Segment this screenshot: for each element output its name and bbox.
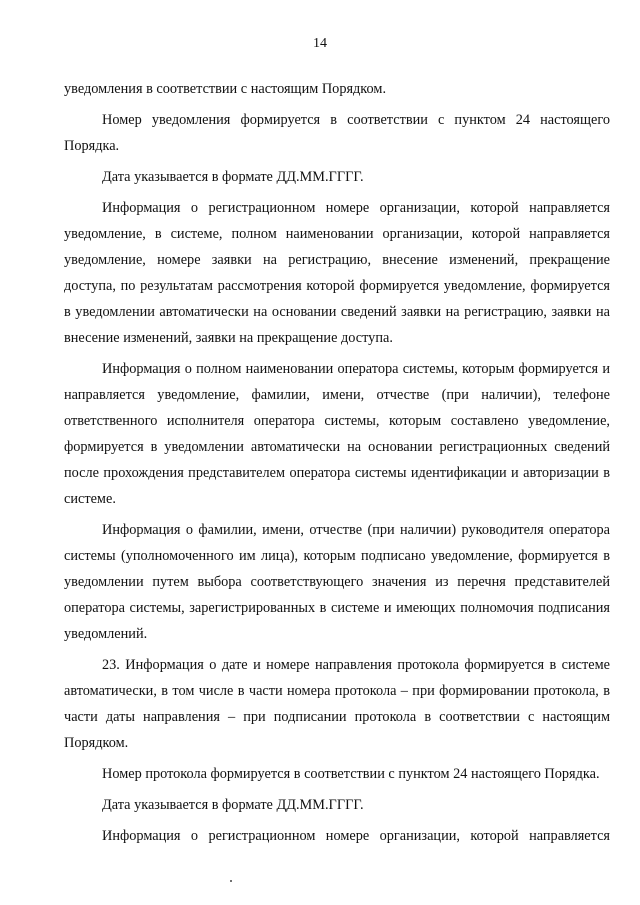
paragraph: Номер уведомления формируется в соответствии с пунктом 24 настоящего Порядка. — [64, 112, 610, 154]
page-number: 14 — [313, 36, 327, 51]
paragraph: Дата указывается в формате ДД.ММ.ГГГГ. — [102, 169, 364, 185]
paragraph: Информация о полном наименовании оператора системы, которым формируется и направляется уведомление, фамилии, имени, отчестве (при наличии), телефоне ответственного исполнителя оператора системы, которым составлено уведомление, формируется в уведомлении автоматически на основании регистрационных сведений после прохождения представителем оператора системы идентификации и авторизации в системе. — [64, 361, 610, 507]
paragraph: Информация о регистрационном номере организации, которой направляется уведомление, в системе, полном наименовании организации, которой направляется уведомление, номере заявки на регистрацию, внесение изменений, прекращение доступа, по результатам рассмотрения которой формируется уведомление, формируется в уведомлении автоматически на основании сведений заявки на регистрацию, заявки на внесение изменений, заявки на прекращение доступа. — [64, 200, 610, 346]
paragraph-section-23: 23. Информация о дате и номере направления протокола формируется в системе автоматически, в том числе в части номера протокола – при формировании протокола, в части даты направления – при подписании протокола в соответствии с настоящим Порядком. — [64, 657, 610, 751]
paragraph: Дата указывается в формате ДД.ММ.ГГГГ. — [102, 797, 364, 813]
paragraph-continuation: уведомления в соответствии с настоящим Порядком. — [64, 81, 387, 97]
paragraph-truncated: Информация о регистрационном номере организации, которой направляется — [102, 828, 610, 844]
scan-speck — [230, 880, 232, 882]
document-body — [64, 76, 610, 849]
paragraph: Информация о фамилии, имени, отчестве (при наличии) руководителя оператора системы (уполномоченного им лица), которым подписано уведомление, формируется в уведомлении путем выбора соответствующего значения из перечня представителей оператора системы, зарегистрированных в системе и имеющих полномочия подписания уведомлений. — [64, 522, 610, 642]
paragraph: Номер протокола формируется в соответствии с пунктом 24 настоящего Порядка. — [102, 766, 600, 782]
